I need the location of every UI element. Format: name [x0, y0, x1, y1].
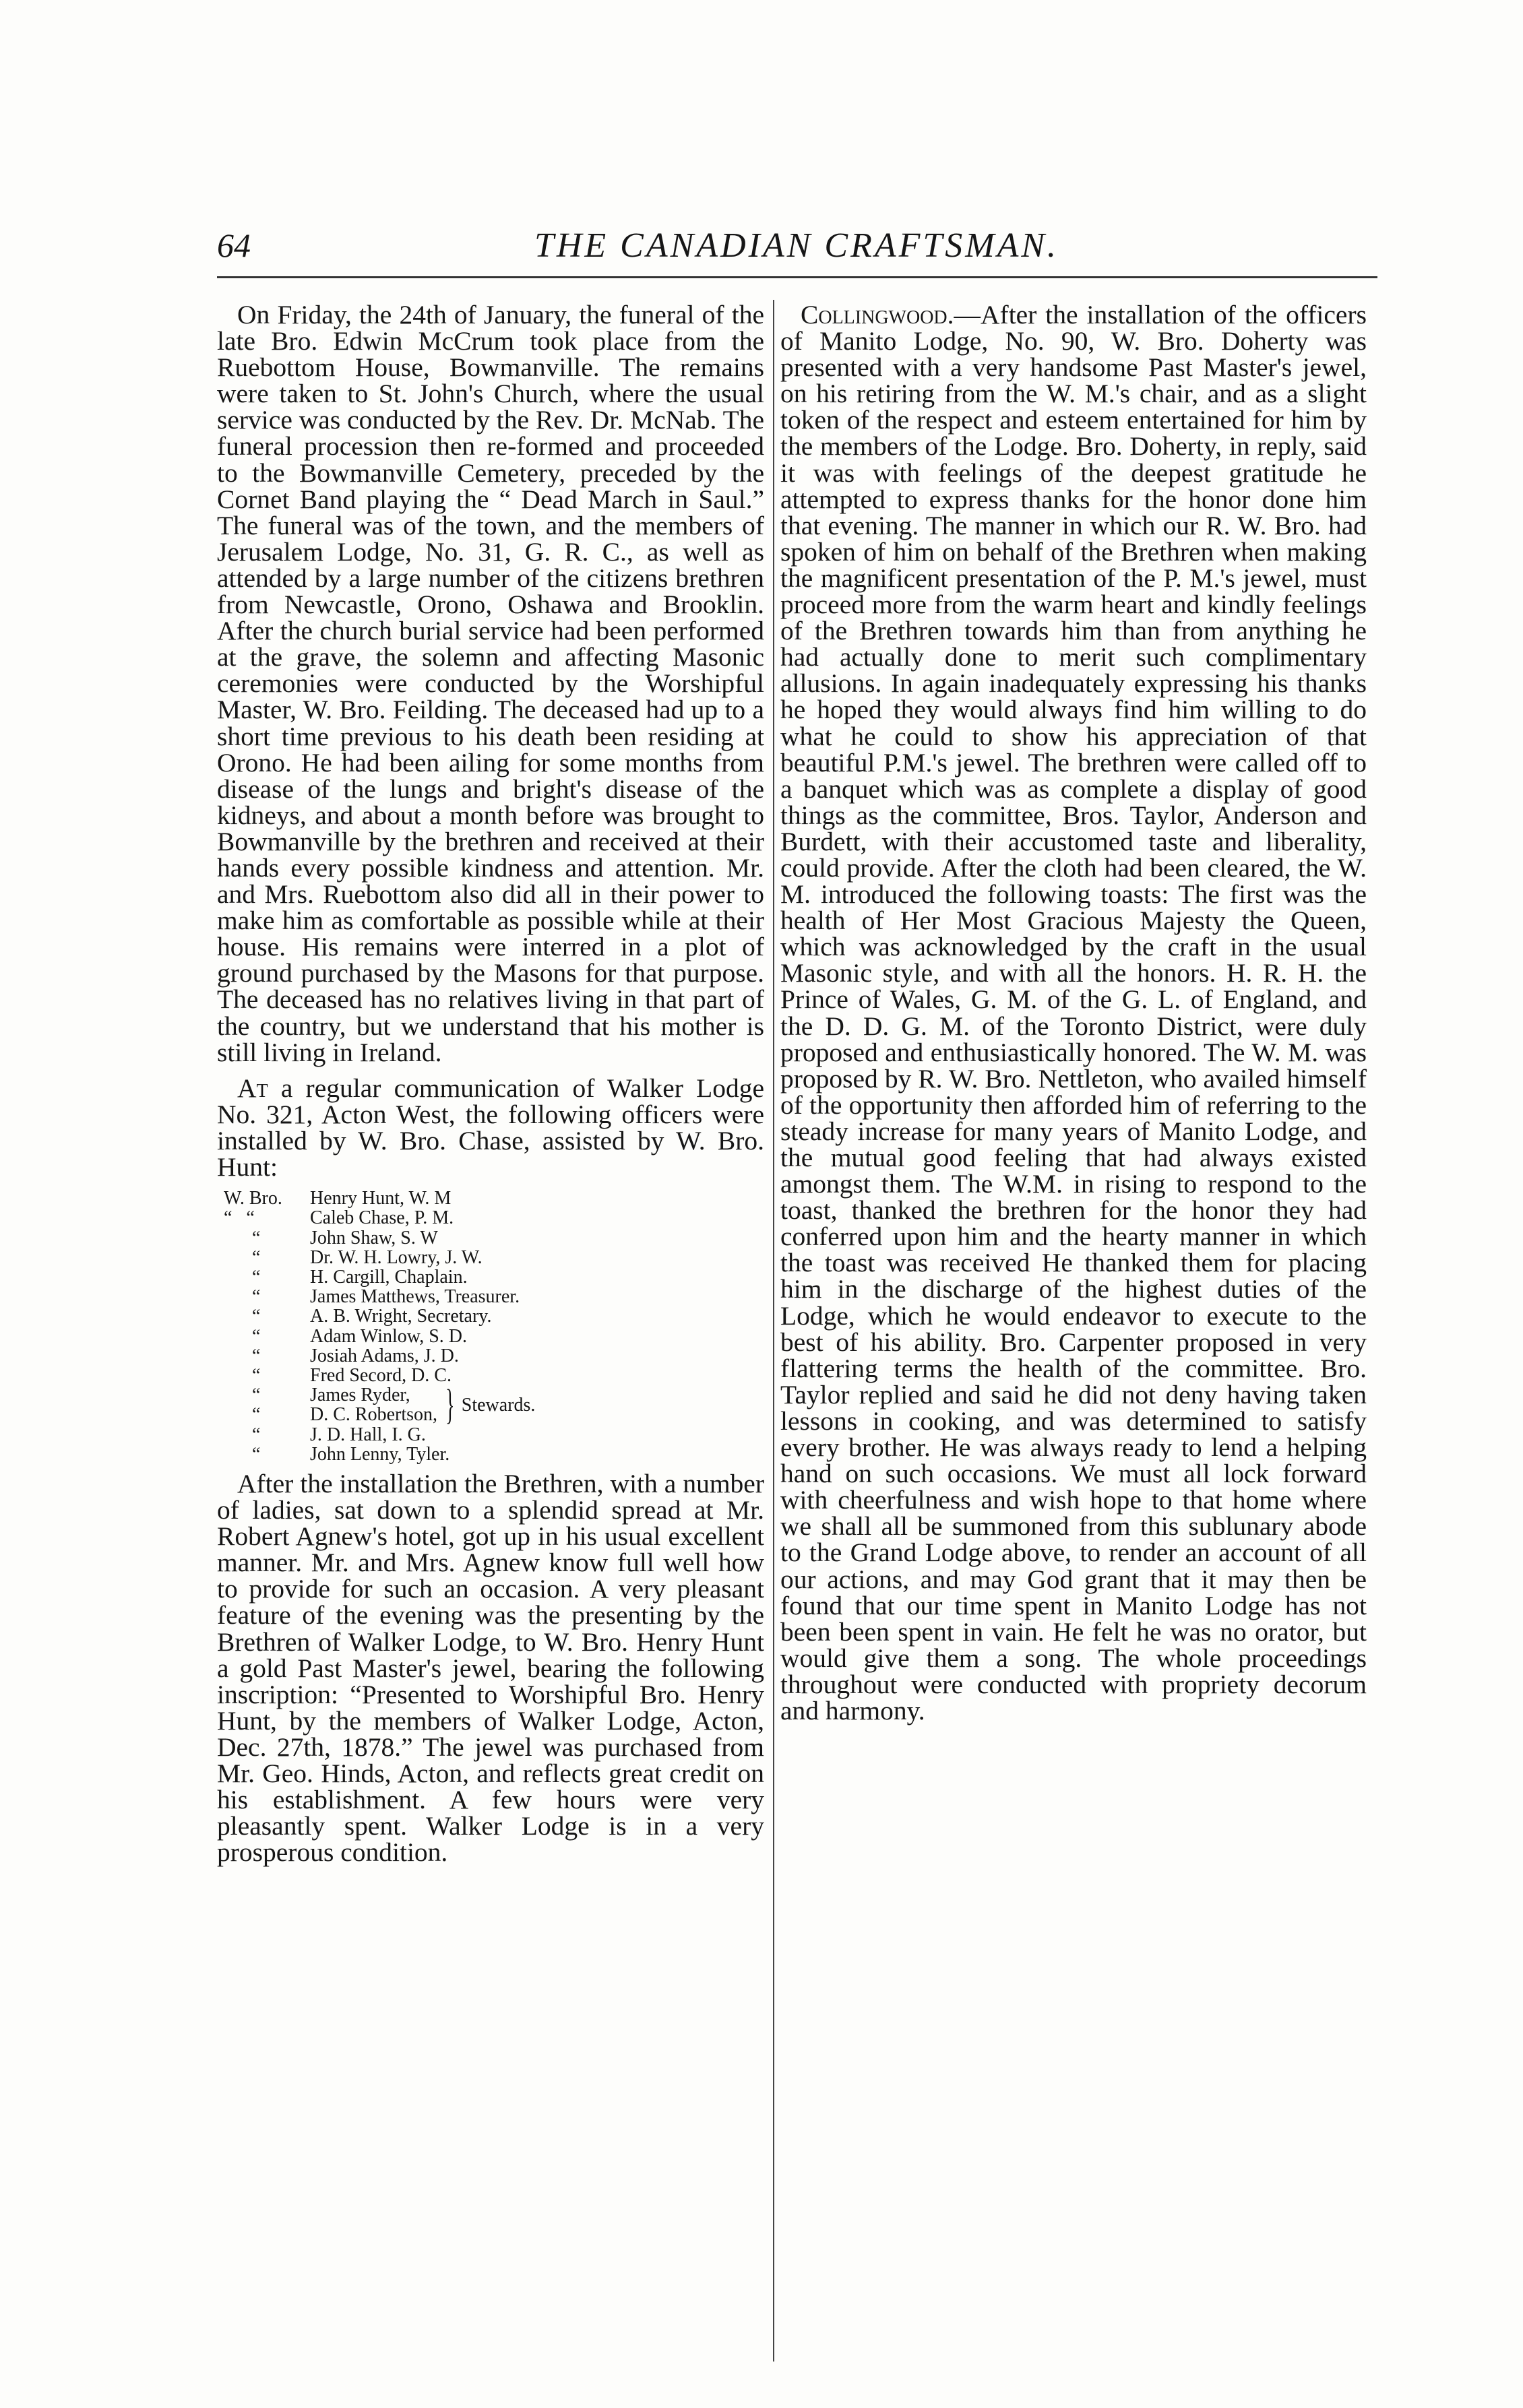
officer-title-prefix: W. Bro.: [224, 1188, 282, 1209]
page-number: 64: [217, 226, 251, 264]
collingwood-article: [780, 302, 1367, 1724]
officer-row: [224, 1228, 764, 1248]
stewards-group: [224, 1382, 764, 1428]
officer-name: James Ryder,: [310, 1385, 410, 1406]
officer-title-prefix: “: [224, 1364, 261, 1386]
officer-name: Fred Secord, D. C.: [310, 1364, 452, 1386]
brace-icon: }: [445, 1382, 455, 1428]
officer-row: [224, 1366, 764, 1385]
officer-name: J. D. Hall, I. G.: [310, 1424, 426, 1445]
officer-title-prefix: “: [224, 1306, 261, 1327]
officer-name: John Lenny, Tyler.: [310, 1443, 450, 1465]
officer-name: Josiah Adams, J. D.: [310, 1345, 459, 1366]
article-lead: At: [237, 1073, 268, 1103]
officer-name: H. Cargill, Chaplain.: [310, 1266, 468, 1288]
officer-row: [224, 1445, 764, 1464]
officers-list: [224, 1189, 764, 1464]
officer-title-prefix: “: [224, 1286, 261, 1308]
funeral-article: On Friday, the 24th of January, the funeral of the late Bro. Edwin McCrum took place from the Ruebottom House, Bowmanville. The remains were taken to St. John's Church, where the usual service was conducted by the Rev. Dr. McNab. The funeral procession then re-formed and proceeded to the Bowmanville Cemetery, preceded by the Cornet Band playing the “ Dead March in Saul.” The funeral was of the town, and the members of Jerusalem Lodge, No. 31, G. R. C., as well as attended by a large number of the citizens brethren from Newcastle, Orono, Oshawa and Brooklin. After the church burial service had been performed at the grave, the solemn and affecting Masonic ceremonies were conducted by the Worshipful Master, W. Bro. Feilding. The deceased had up to a short time previous to his death been residing at Orono. He had been ailing for some months from disease of the lungs and bright's disease of the kidneys, and about a month before was brought to Bowmanville by the brethren and received at their hands every possible kindness and attention. Mr. and Mrs. Ruebottom also did all in their power to make him as comfortable as possible while at their house. His remains were interred in a plot of ground purchased by the Masons for that purpose. The deceased has no relatives living in that part of the country, but we understand that his mother is still living in Ireland.: [217, 300, 764, 1067]
officer-row: [224, 1425, 764, 1445]
officer-name: James Matthews, Treasurer.: [310, 1286, 520, 1308]
officer-row: [224, 1248, 764, 1267]
officer-name: A. B. Wright, Secretary.: [310, 1306, 492, 1327]
officer-name: Henry Hunt, W. M: [310, 1188, 452, 1209]
officer-row: [224, 1405, 437, 1424]
column-divider: [773, 300, 774, 2362]
officer-row: [224, 1267, 764, 1287]
officer-row: [224, 1346, 764, 1366]
officer-title-prefix: “ “: [224, 1207, 255, 1229]
page-header: [217, 226, 1376, 273]
article-body: a regular communication of Walker Lodge No. 321, Acton West, the following officers were installed by W. Bro. Chase, assisted by W. Bro. Hunt:: [217, 1073, 764, 1182]
walker-lodge-article: [217, 1075, 764, 1180]
stewards-label: Stewards.: [461, 1394, 536, 1416]
officer-title-prefix: “: [224, 1424, 261, 1445]
officer-name: Adam Winlow, S. D.: [310, 1325, 467, 1347]
officer-name: D. C. Robertson,: [310, 1404, 437, 1426]
officer-title-prefix: “: [224, 1385, 261, 1406]
officer-title-prefix: “: [224, 1404, 261, 1426]
left-column: [217, 302, 764, 1866]
header-rule: [217, 276, 1377, 278]
officer-title-prefix: “: [224, 1325, 261, 1347]
officer-name: John Shaw, S. W: [310, 1227, 438, 1248]
officer-title-prefix: “: [224, 1227, 261, 1248]
officer-name: Dr. W. H. Lowry, J. W.: [310, 1246, 483, 1268]
officer-title-prefix: “: [224, 1443, 261, 1465]
officer-title-prefix: “: [224, 1345, 261, 1366]
installation-dinner-article: After the installation the Brethren, with a number of ladies, sat down to a splendid spread at Mr. Robert Agnew's hotel, got up in his usual excellent manner. Mr. and Mrs. Agnew know full well how to provide for such an occasion. A very pleasant feature of the evening was the presenting by the Brethren of Walker Lodge, to W. Bro. Henry Hunt a gold Past Master's jewel, bearing the following inscription: “Presented to Worshipful Bro. Henry Hunt, by the members of Walker Lodge, Acton, Dec. 27th, 1878.” The jewel was purchased from Mr. Geo. Hinds, Acton, and reflects great credit on his establishment. A few hours were very pleasantly spent. Walker Lodge is in a very prosperous condition.: [217, 1468, 764, 1868]
officer-row: [224, 1208, 764, 1228]
officer-name: Caleb Chase, P. M.: [310, 1207, 454, 1229]
officer-row: [224, 1385, 437, 1405]
article-lead: Collingwood.: [801, 300, 954, 329]
right-column: [780, 302, 1367, 1724]
officer-title-prefix: “: [224, 1246, 261, 1268]
running-title: THE CANADIAN CRAFTSMAN.: [534, 226, 1059, 265]
officer-row: [224, 1287, 764, 1306]
officer-row: [224, 1327, 764, 1346]
article-body: —After the installation of the officers of Manito Lodge, No. 90, W. Bro. Doherty was presented with a very handsome Past Master's jewel, on his retiring from the W. M.'s chair, and as a slight token of the respect and esteem entertained for him by the members of the Lodge. Bro. Doherty, in reply, said it was with feelings of the deepest gratitude he attempted to express thanks for the honor done him that evening. The manner in which our R. W. Bro. had spoken of him on behalf of the Brethren when making the magnificent presentation of the P. M.'s jewel, must proceed more from the warm heart and kindly feelings of the Brethren towards him than from anything he had actually done to merit such complimentary allusions. In again inadequately expressing his thanks he hoped they would always find him willing to do what he could to show his appreciation of that beautiful P.M.'s jewel. The brethren were called off to a banquet which was as complete a display of good things as the committee, Bros. Taylor, Anderson and Burdett, with their accustomed taste and liberality, could provide. After the cloth had been cleared, the W. M. introduced the following toasts: The first was the health of Her Most Gracious Majesty the Queen, which was acknowledged by the craft in the usual Masonic style, and with all the honors. H. R. H. the Prince of Wales, G. M. of the G. L. of England, and the D. D. G. M. of the Toronto District, were duly proposed and enthusiastically honored. The W. M. was proposed by R. W. Bro. Nettleton, who availed himself of the opportunity then afforded him of referring to the steady increase for many years of Manito Lodge, and the mutual good feeling that had always existed amongst them. The W.M. in rising to respond to the toast, thanked the brethren for the honor they had conferred upon him and the hearty manner in which the toast was received He thanked them for placing him in the discharge of the highest duties of the Lodge, which he would endeavor to execute to the best of his ability. Bro. Carpenter proposed in very flattering terms the health of the committee. Bro. Taylor replied and said he did not deny having taken lessons in cooking, and was determined to satisfy every brother. He was always ready to lend a helping hand on such occasions. We must all lock forward with cheerfulness and wish hope to that home where we shall all be summoned from this sublunary abode to the Grand Lodge above, to render an account of all our actions, and may God grant that it may then be found that our time spent in Manito Lodge has not been been spent in vain. He felt he was no orator, but would give them a song. The whole proceedings throughout were conducted with propriety decorum and harmony.: [780, 300, 1367, 1725]
officer-title-prefix: “: [224, 1266, 261, 1288]
officer-row: [224, 1306, 764, 1326]
officer-row: [224, 1189, 764, 1208]
